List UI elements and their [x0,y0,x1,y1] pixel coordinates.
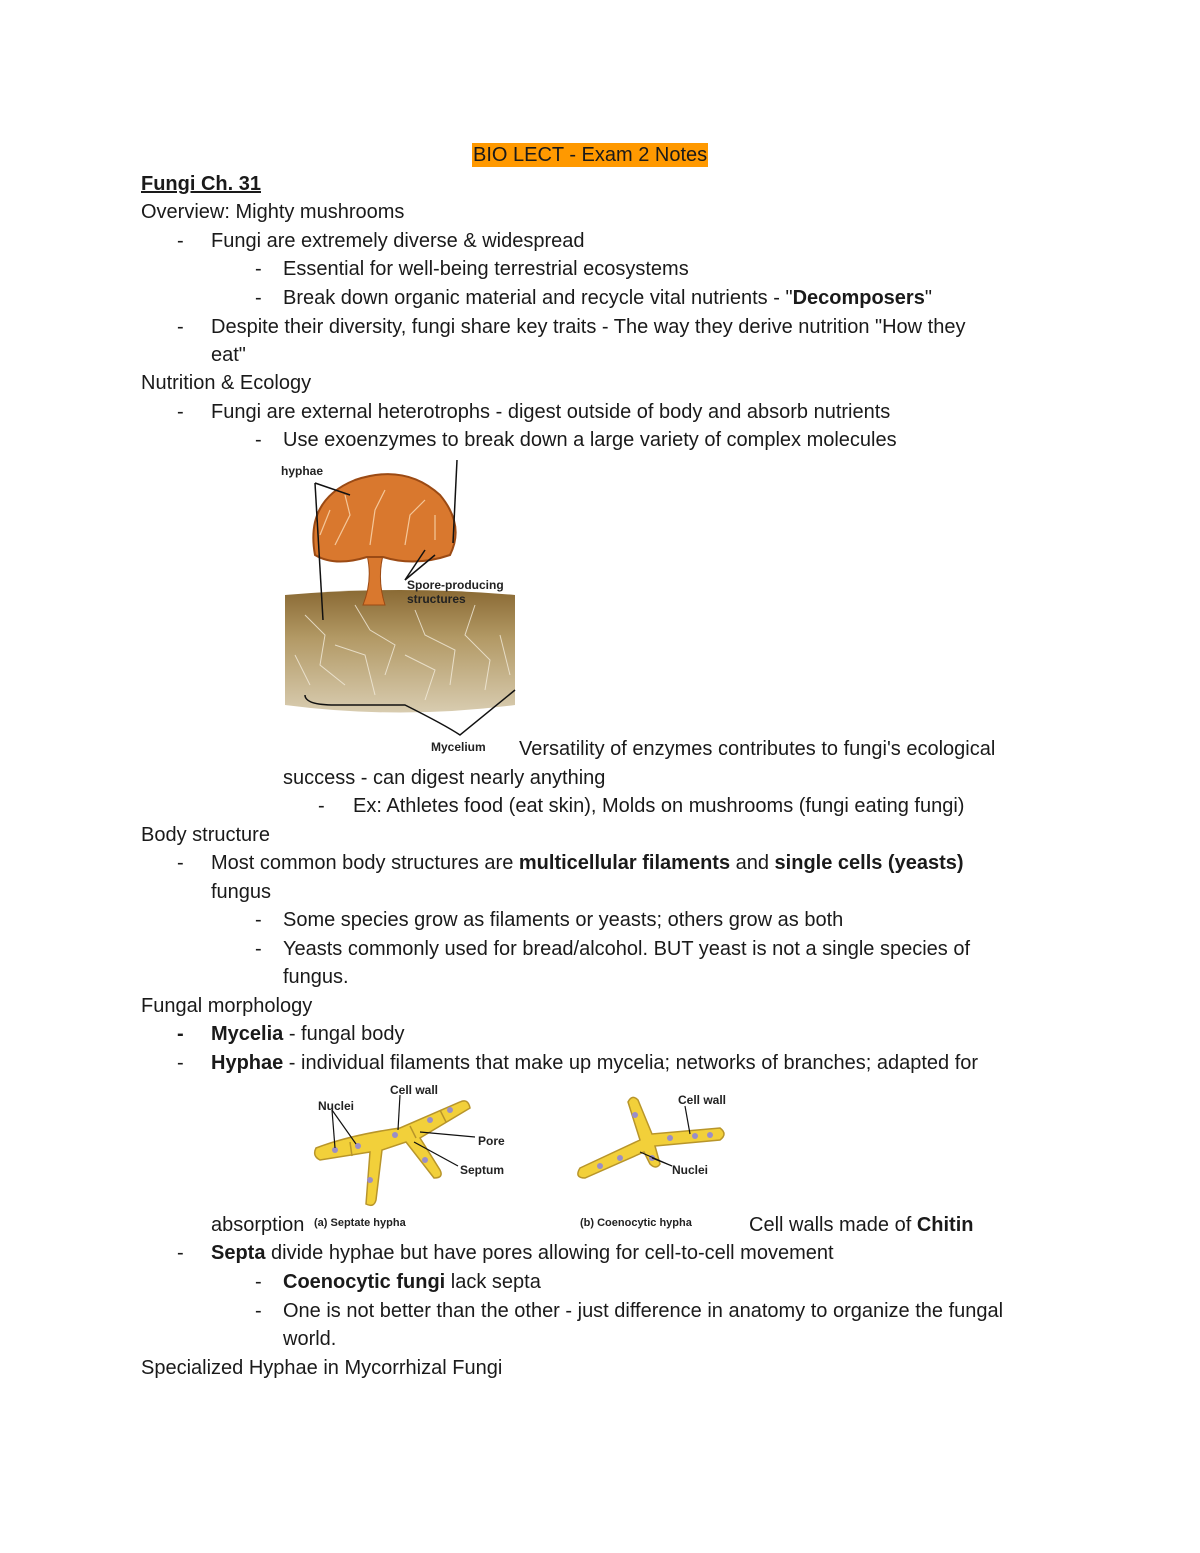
bullet-dash: - [255,938,262,960]
bullet-text: Septa divide hyphae but have pores allowing for cell-to-cell movement [211,1242,834,1264]
document-title: BIO LECT - Exam 2 Notes [473,144,708,166]
bullet-text: Break down organic material and recycle vital nutrients - "Decomposers" [283,287,932,309]
bullet-text: Coenocytic fungi lack septa [283,1271,541,1293]
bullet-dash: - [177,316,184,338]
mushroom-mycelium-figure [275,455,525,760]
label-nuclei: Nuclei [318,1099,355,1113]
label-pore: Pore [478,1134,505,1148]
bullet-dash: - [177,1052,184,1074]
label-cell-wall: Cell wall [390,1083,439,1097]
septate-hypha [315,1101,470,1205]
bullet-text: Versatility of enzymes contributes to fungi's ecological [519,738,996,760]
bullet-text: Fungi are external heterotrophs - digest outside of body and absorb nutrients [211,401,891,423]
bullet-dash: - [255,909,262,931]
label-mycelium: Mycelium [431,740,486,754]
bullet-dash: - [177,1023,184,1045]
bullet-text-cont: world. [283,1328,337,1350]
bullet-text: Most common body structures are multicellular filaments and single cells (yeasts) [211,852,964,874]
bullet-dash: - [318,795,325,817]
bullet-text-cont: success - can digest nearly anything [283,767,606,789]
bullet-text: One is not better than the other - just difference in anatomy to organize the fungal [283,1300,1004,1322]
label-nuclei-2: Nuclei [672,1163,709,1177]
bullet-text-cont: fungus [211,881,272,903]
bullet-dash: - [255,429,262,451]
bullet-text: Fungi are extremely diverse & widespread [211,230,585,252]
caption-coenocytic: (b) Coenocytic hypha [580,1217,692,1229]
section-nutrition: Nutrition & Ecology [141,372,312,394]
bullet-dash: - [177,401,184,423]
bullet-text: Mycelia - fungal body [211,1023,405,1045]
bullet-text: Ex: Athletes food (eat skin), Molds on mushrooms (fungi eating fungi) [353,795,965,817]
label-spore-2: structures [407,592,466,606]
bullet-dash: - [255,258,262,280]
bullet-text: Essential for well-being terrestrial ecosystems [283,258,689,280]
section-morphology: Fungal morphology [141,995,313,1017]
mushroom-stem [363,555,385,605]
label-spore: Spore-producing [407,578,504,592]
label-cell-wall-2: Cell wall [678,1093,727,1107]
section-body: Body structure [141,824,270,846]
caption-septate: (a) Septate hypha [314,1217,406,1229]
bullet-text: Hyphae - individual filaments that make up mycelia; networks of branches; adapted for [211,1052,979,1074]
bullet-text: Despite their diversity, fungi share key traits - The way they derive nutrition "How they [211,316,966,338]
bullet-text-cont: Cell walls made of Chitin [749,1214,974,1236]
bullet-text-cont: absorption [211,1214,305,1236]
bullet-dash: - [177,852,184,874]
bullet-dash: - [255,1300,262,1322]
chapter-heading: Fungi Ch. 31 [141,173,261,195]
bullet-dash: - [255,1271,262,1293]
section-overview: Overview: Mighty mushrooms [141,201,405,223]
bullet-dash: - [255,287,262,309]
mushroom-cap [313,474,455,561]
bullet-text: Yeasts commonly used for bread/alcohol. BUT yeast is not a single species of [283,938,971,960]
label-septum: Septum [460,1163,505,1177]
bullet-dash: - [177,1242,184,1264]
section-specialized: Specialized Hyphae in Mycorrhizal Fungi [141,1357,503,1379]
label-hyphae: hyphae [281,464,324,478]
bullet-text: Use exoenzymes to break down a large variety of complex molecules [283,429,897,451]
bullet-text-cont: eat" [211,344,246,366]
bullet-text: Some species grow as filaments or yeasts; others grow as both [283,909,844,931]
hypha-figure [310,1080,750,1230]
bullet-dash: - [177,230,184,252]
soil-region [285,590,515,713]
bullet-text-cont: fungus. [283,966,349,988]
